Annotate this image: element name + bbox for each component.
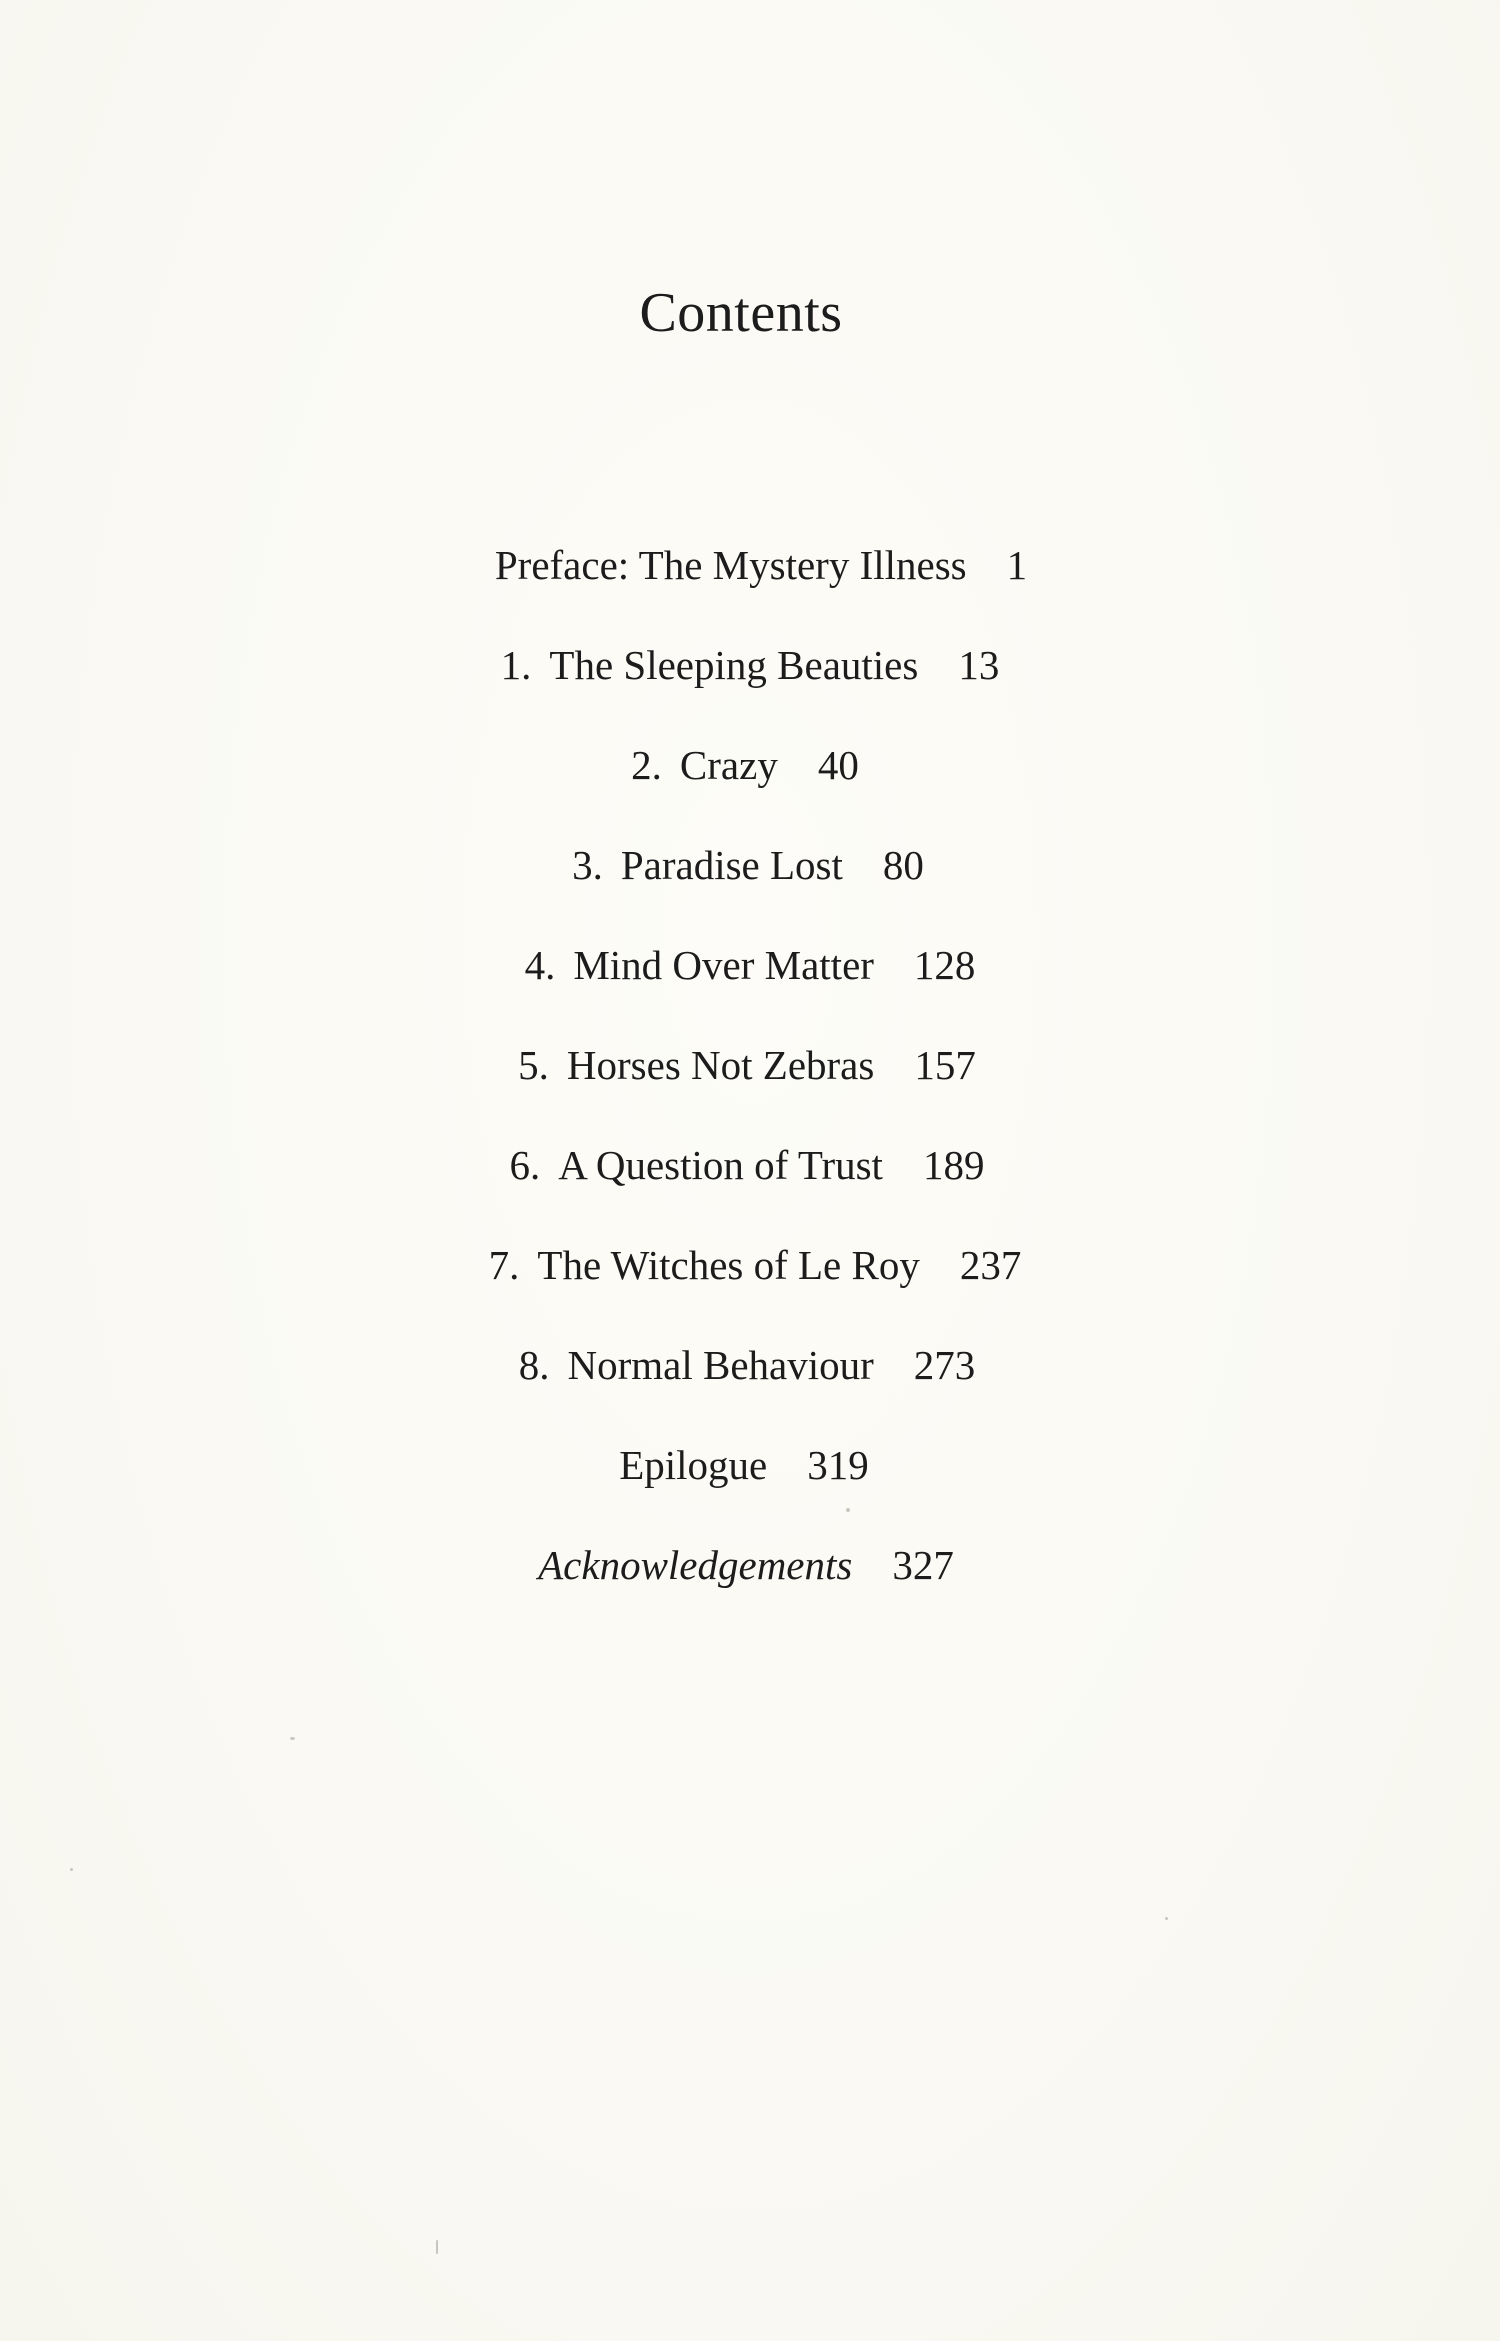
toc-entry-page: 40 bbox=[817, 742, 859, 788]
toc-entry-chapter-1 bbox=[0, 642, 1500, 745]
toc-entry-title: Horses Not Zebras bbox=[566, 1042, 875, 1088]
toc-entry-chapter-6 bbox=[0, 1142, 1500, 1245]
toc-entry-number: 5. bbox=[518, 1042, 549, 1088]
toc-entry-number: 7. bbox=[488, 1242, 520, 1288]
toc-entry-page: 1 bbox=[1006, 542, 1028, 588]
toc-entry-title: Paradise Lost bbox=[620, 842, 843, 888]
paper-speck bbox=[290, 1737, 295, 1740]
table-of-contents bbox=[0, 542, 1500, 1645]
toc-entry-title: The Sleeping Beauties bbox=[549, 642, 919, 688]
toc-entry-title: Normal Behaviour bbox=[567, 1342, 874, 1388]
paper-speck bbox=[70, 1868, 73, 1871]
toc-entry-title: Epilogue bbox=[619, 1442, 768, 1488]
paper-speck bbox=[1165, 1917, 1168, 1920]
paper-speck bbox=[436, 2240, 438, 2254]
toc-entry-page: 13 bbox=[958, 642, 1000, 688]
toc-entry-number: 2. bbox=[631, 742, 662, 788]
toc-entry-chapter-5 bbox=[0, 1042, 1500, 1145]
toc-entry-chapter-4 bbox=[0, 942, 1500, 1045]
toc-entry-page: 128 bbox=[913, 942, 976, 988]
toc-entry-title: Crazy bbox=[679, 742, 778, 788]
toc-entry-page: 189 bbox=[922, 1142, 985, 1188]
toc-entry-chapter-8 bbox=[0, 1342, 1500, 1445]
toc-entry-number: 4. bbox=[524, 942, 556, 988]
toc-entry-title: Mind Over Matter bbox=[573, 942, 874, 988]
paper-speck bbox=[846, 1508, 850, 1512]
toc-entry-acknowledgements bbox=[0, 1542, 1500, 1645]
toc-entry-epilogue bbox=[0, 1442, 1500, 1545]
toc-entry-title: Acknowledgements bbox=[538, 1542, 853, 1588]
toc-entry-chapter-2 bbox=[0, 742, 1500, 845]
toc-entry-preface bbox=[0, 542, 1500, 645]
toc-entry-page: 319 bbox=[807, 1442, 869, 1488]
toc-entry-number: 8. bbox=[518, 1342, 550, 1388]
toc-entry-chapter-7 bbox=[10, 1242, 1500, 1345]
toc-entry-title: Preface: The Mystery Illness bbox=[494, 542, 967, 588]
toc-entry-page: 273 bbox=[913, 1342, 976, 1388]
toc-entry-chapter-3 bbox=[0, 842, 1500, 945]
toc-entry-title: A Question of Trust bbox=[558, 1142, 883, 1188]
toc-entry-number: 3. bbox=[572, 842, 603, 888]
page-title: Contents bbox=[639, 282, 843, 344]
toc-entry-page: 237 bbox=[959, 1242, 1022, 1288]
toc-entry-page: 157 bbox=[914, 1042, 976, 1088]
toc-entry-number: 6. bbox=[509, 1142, 541, 1188]
toc-entry-title: The Witches of Le Roy bbox=[537, 1242, 920, 1288]
toc-entry-number: 1. bbox=[500, 642, 532, 688]
toc-entry-page: 80 bbox=[882, 842, 924, 888]
toc-entry-page: 327 bbox=[892, 1542, 954, 1588]
